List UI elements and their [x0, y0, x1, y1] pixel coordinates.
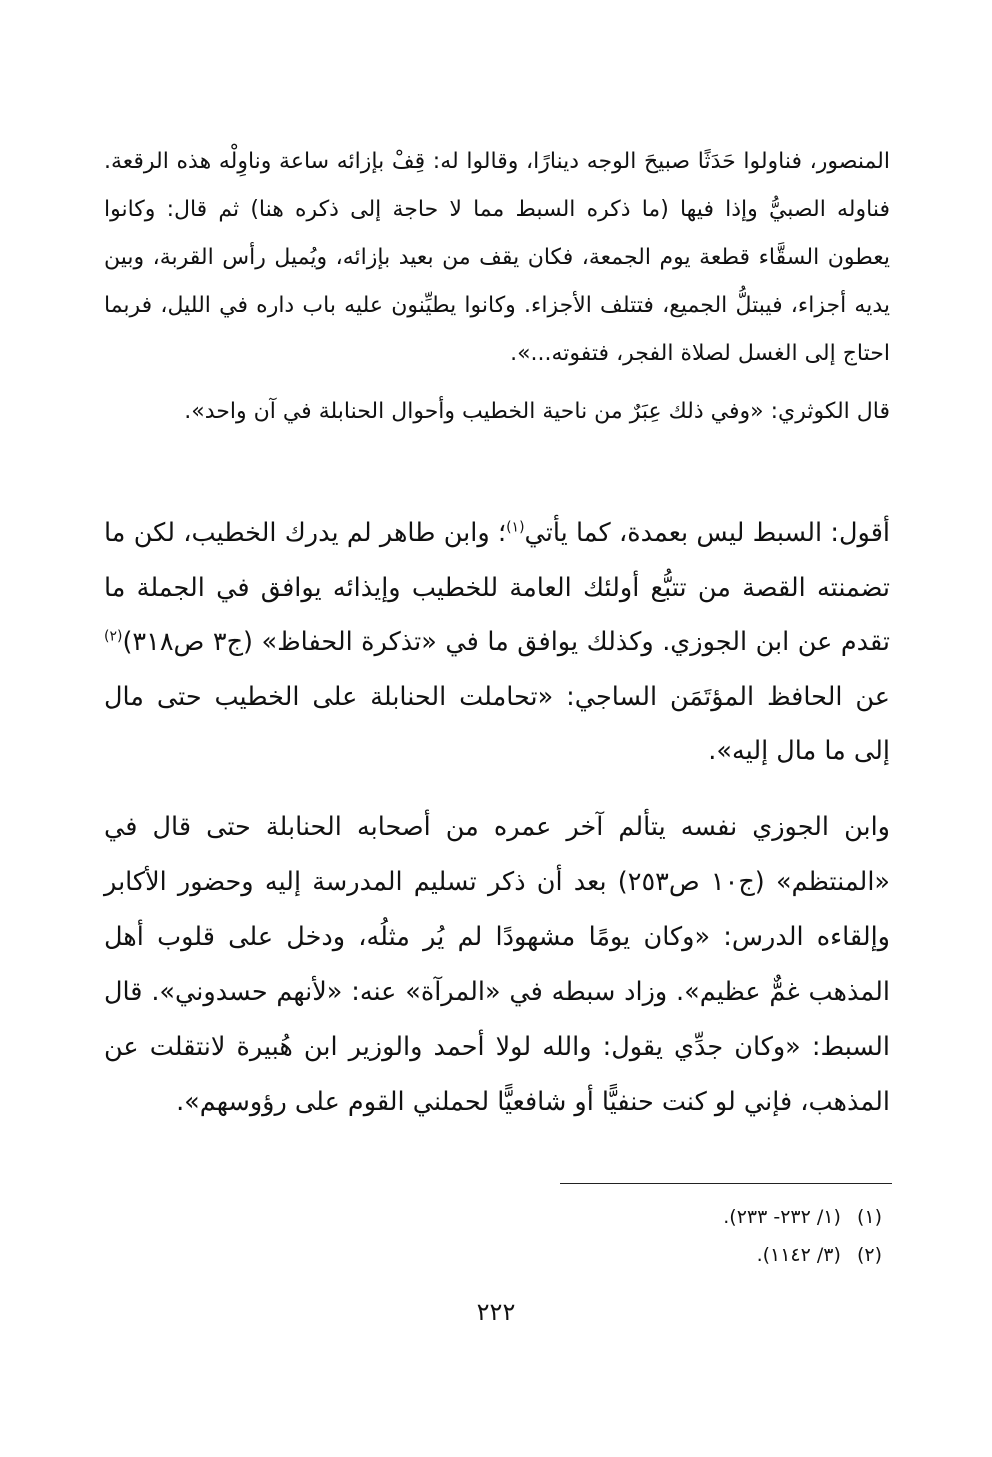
footnote-reference-1: (١) [506, 519, 525, 536]
kawthari-quote-paragraph: قال الكوثري: «وفي ذلك عِبَرٌ من ناحية الخطيب وأحوال الحنابلة في آن واحد». [184, 399, 890, 424]
page-number: ٢٢٢ [476, 1298, 516, 1326]
footnote-item [560, 1236, 882, 1274]
footnotes-list [560, 1198, 882, 1274]
footnote-separator [560, 1183, 892, 1184]
author-comment-paragraph [104, 506, 890, 779]
footnote-text: (٣/ ١١٤٢). [756, 1244, 841, 1266]
footnote-item [560, 1198, 882, 1236]
paragraph-text: ؛ وابن طاهر لم يدرك الخطيب، لكن ما تضمنته القصة من تتبُّع أولئك العامة للخطيب وإيذائه يوافق في الجملة ما تقدم عن ابن الجوزي. وكذلك يوافق ما في «تذكرة الحفاظ» (ج٣ ص٣١٨) [104, 518, 891, 657]
footnote-reference-2: (٢) [104, 628, 123, 645]
ibn-jawzi-paragraph: وابن الجوزي نفسه يتألم آخر عمره من أصحابه الحنابلة حتى قال في «المنتظم» (ج١٠ ص٢٥٣) بعد أن ذكر تسليم المدرسة إليه وحضور الأكابر وإلقاءه الدرس: «وكان يومًا مشهودًا لم يُر مثلُه، ودخل على قلوب أهل المذهب غمٌّ عظيم». وزاد سبطه في «المرآة» عنه: «لأنهم حسدوني». قال السبط: «وكان جدِّي يقول: والله لولا أحمد والوزير ابن هُبيرة لانتقلت عن المذهب، فإني لو كنت حنفيًّا أو شافعيًّا لحملني القوم على رؤوسهم». [104, 812, 891, 1117]
footnote-text: (١/ ٢٣٢- ٢٣٣). [723, 1206, 841, 1228]
quoted-narration-paragraph: المنصور، فناولوا حَدَثًا صبيحَ الوجه دينارًا، وقالوا له: قِفْ بإزائه ساعة وناوِلْه هذه الرقعة. فناوله الصبيُّ وإذا فيها (ما ذكره السبط مما لا حاجة إلى ذكره هنا) ثم قال: وكانوا يعطون السقَّاء قطعة يوم الجمعة، فكان يقف من بعيد بإزائه، ويُميل رأس القربة، وبين يديه أجزاء، فيبتلُّ الجميع، فتتلف الأجزاء. وكانوا يطيِّنون عليه باب داره في الليل، فربما احتاج إلى الغسل لصلاة الفجر، فتفوته...». [104, 149, 890, 366]
footnote-marker: (١) [856, 1206, 882, 1228]
paragraph-text: أقول: السبط ليس بعمدة، كما يأتي [524, 518, 891, 548]
paragraph-text: عن الحافظ المؤتَمَن الساجي: «تحاملت الحنابلة على الخطيب حتى مال إلى ما مال إليه». [104, 681, 890, 766]
footnote-marker: (٢) [856, 1244, 882, 1266]
